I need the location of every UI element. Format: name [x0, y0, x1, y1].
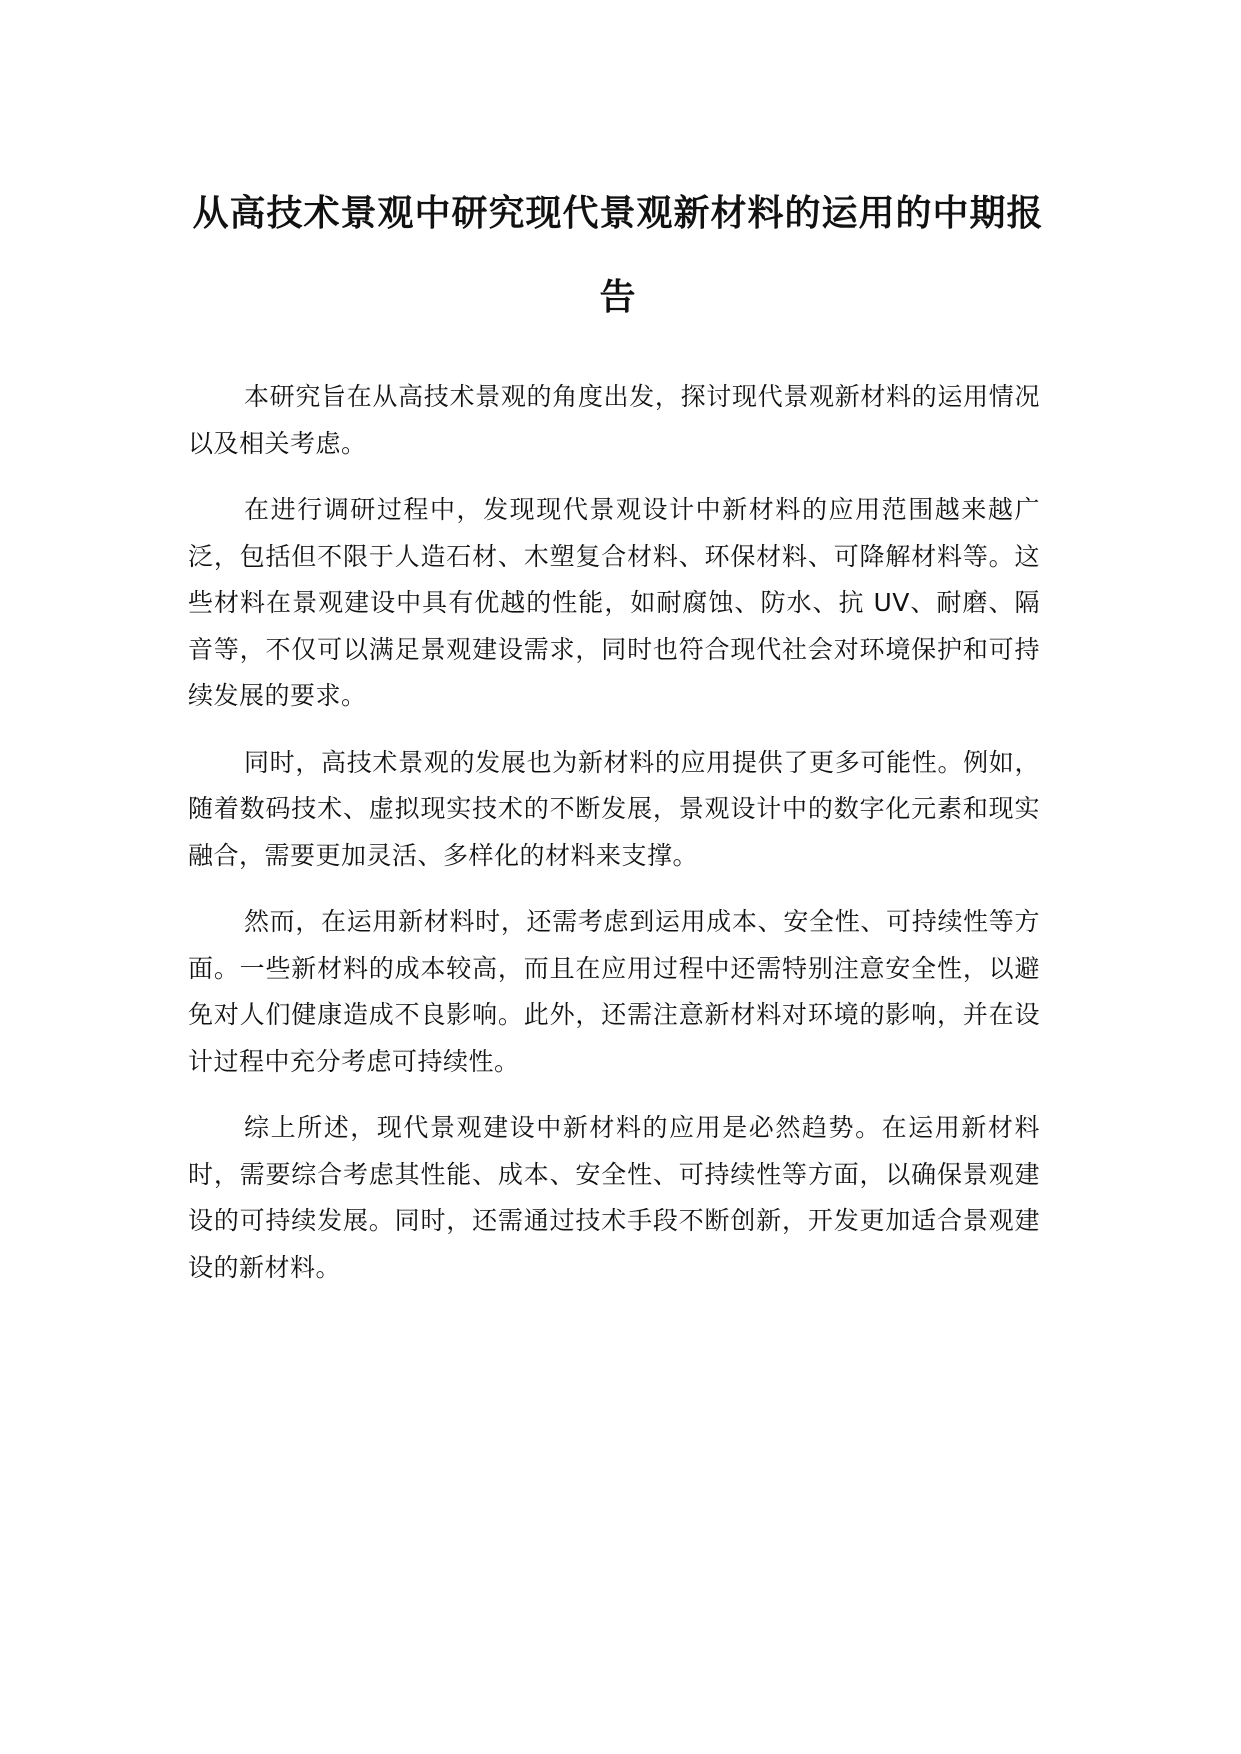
- document-body: [188, 374, 1040, 1311]
- paragraph: 然而，在运用新材料时，还需考虑到运用成本、安全性、可持续性等方面。一些新材料的成本较高，而且在应用过程中还需特别注意安全性，以避免对人们健康造成不良影响。此外，还需注意新材料对环境的影响，并在设计过程中充分考虑可持续性。: [188, 907, 1040, 1076]
- document-title: 从高技术景观中研究现代景观新材料的运用的中期报告: [192, 193, 1044, 318]
- paragraph: 同时，高技术景观的发展也为新材料的应用提供了更多可能性。例如，随着数码技术、虚拟现实技术的不断发展，景观设计中的数字化元素和现实融合，需要更加灵活、多样化的材料来支撑。: [188, 747, 1040, 870]
- paragraph: 综上所述，现代景观建设中新材料的应用是必然趋势。在运用新材料时，需要综合考虑其性能、成本、安全性、可持续性等方面，以确保景观建设的可持续发展。同时，还需通过技术手段不断创新，开发更加适合景观建设的新材料。: [188, 1113, 1040, 1282]
- paragraph: 本研究旨在从高技术景观的角度出发，探讨现代景观新材料的运用情况以及相关考虑。: [188, 382, 1040, 458]
- paragraph: 在进行调研过程中，发现现代景观设计中新材料的应用范围越来越广泛，包括但不限于人造石材、木塑复合材料、环保材料、可降解材料等。这些材料在景观建设中具有优越的性能，如耐腐蚀、防水、抗 UV、耐磨、隔音等，不仅可以满足景观建设需求，同时也符合现代社会对环境保护和可持续发展的要求。: [188, 495, 1040, 710]
